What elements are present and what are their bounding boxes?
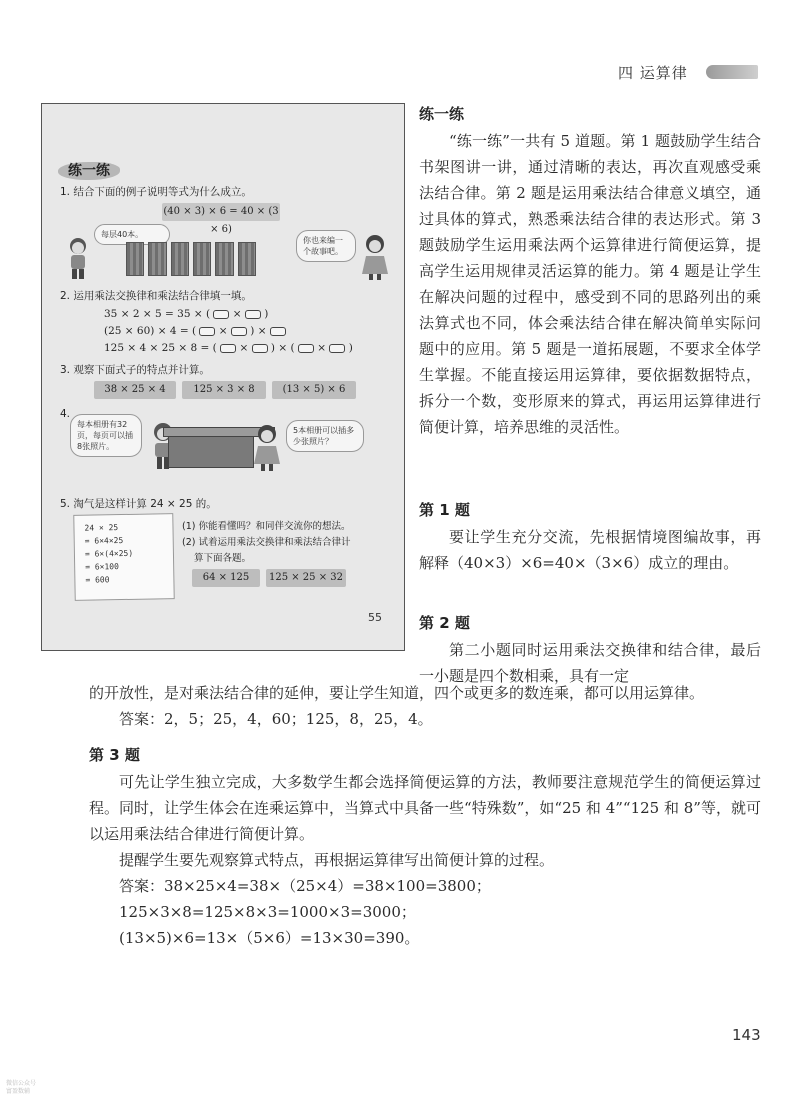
chapter-header: [0, 62, 800, 84]
inset-heading: 练一练: [58, 160, 158, 180]
question-3-title: 第 3 题: [89, 746, 140, 764]
header-bar-decoration: [706, 65, 758, 79]
question-1-section: [419, 499, 761, 576]
question-2-title: 第 2 题: [419, 614, 470, 632]
q3-chip-1: 38 × 25 × 4: [94, 381, 176, 399]
q4-bubble-left: 每本相册有32页，每页可以插8张照片。: [70, 414, 142, 457]
inset-page-number: 55: [368, 611, 382, 624]
q5-sub-1: (1) 你能看懂吗？和同伴交流你的想法。: [182, 521, 351, 532]
q5-sub-2b: 算下面各题。: [194, 553, 252, 564]
full-width-section: [89, 680, 761, 951]
textbook-page-inset: [41, 103, 405, 651]
question-3-answer-3: (13×5)×6=13×（5×6）=13×30=390。: [119, 929, 420, 947]
q1-bubble-right: 你也来编一个故事吧。: [296, 230, 356, 262]
question-2-answer: 答案：2，5；25，4，60；125，8，25，4。: [119, 710, 433, 728]
q5-sub-2a: (2) 试着运用乘法交换律和乘法结合律计: [182, 537, 351, 548]
q5-chip-1: 64 × 125: [192, 569, 260, 587]
question-3-reminder: 提醒学生要先观察算式特点，再根据运算律写出简便计算的过程。: [119, 851, 555, 869]
q3-chip-3: (13 × 5) × 6: [272, 381, 356, 399]
watermark: 微信公众号 富盈数辅: [6, 1080, 37, 1095]
q1-bubble-left: 每层40本。: [94, 224, 170, 245]
question-5: 5. 淘气是这样计算 24 × 25 的。: [60, 498, 217, 510]
q2-line-1: 35 × 2 × 5 = 35 × ( × ): [104, 308, 269, 320]
question-1-title: 第 1 题: [419, 501, 470, 519]
q5-chip-2: 125 × 25 × 32: [266, 569, 346, 587]
question-2: 2. 运用乘法交换律和乘法结合律填一填。: [60, 290, 252, 302]
question-2-paragraph-end: 的开放性，是对乘法结合律的延伸，要让学生知道，四个或更多的数连乘，都可以用运算律。: [89, 684, 705, 702]
right-column: [419, 103, 761, 440]
girl-figure-icon: [360, 234, 390, 280]
question-2-section: [419, 612, 761, 689]
question-3-paragraph: 可先让学生独立完成，大多数学生都会选择简便运算的方法，教师要注意规范学生的简便运算过程。同时，让学生体会在连乘运算中，当算式中具备一些“特殊数”，如“25 和 4”“125 和 8”等，就可以运用乘法结合律进行简便计算。: [89, 773, 761, 843]
bookshelf-illustration: [126, 242, 256, 276]
page-number: 143: [732, 1026, 761, 1044]
desk-with-albums: [168, 434, 254, 468]
q1-formula: (40 × 3) × 6 = 40 × (3 × 6): [162, 203, 280, 221]
q5-handwritten-work: 24 × 25 = 6×4×25 = 6×(4×25) = 6×100 = 600: [73, 513, 174, 601]
question-2-paragraph-start: 第二小题同时运用乘法交换律和结合律，最后一小题是四个数相乘，具有一定: [419, 641, 761, 685]
question-3-answer-2: 125×3×8=125×8×3=1000×3=3000；: [119, 903, 416, 921]
boy-figure-icon: [64, 236, 92, 280]
q4-bubble-right: 5本相册可以插多少张照片？: [286, 420, 364, 452]
question-3: 3. 观察下面式子的特点并计算。: [60, 364, 210, 376]
q2-line-2: (25 × 60) × 4 = ( × ) ×: [104, 325, 286, 337]
section-title-practice: 练一练: [419, 105, 465, 123]
q3-chip-2: 125 × 3 × 8: [182, 381, 266, 399]
question-4: 4.: [60, 408, 71, 420]
q2-line-3: 125 × 4 × 25 × 8 = ( × ) × ( × ): [104, 342, 353, 354]
question-1-paragraph: 要让学生充分交流，先根据情境图编故事，再解释（40×3）×6=40×（3×6）成立的理由。: [419, 528, 761, 572]
practice-paragraph: “练一练”一共有 5 道题。第 1 题鼓励学生结合书架图讲一讲，通过清晰的表达，再次直观感受乘法结合律。第 2 题是运用乘法结合律意义填空，通过具体的算式，熟悉乘法结合律的表达形式。第 3 题鼓励学生运用乘法两个运算律进行简便运算，提高学生运用规律灵活运算的能力。第 4 题是让学生在解决问题的过程中，感受到不同的思路列出的乘法算式也不同，体会乘法结合律在解决简单实际问题中的应用。第 5 题是一道拓展题，不要求全体学生掌握。不能直接运用运算律，要依据数据特点，拆分一个数，变形原来的算式，再运用运算律进行简便计算，培养思维的灵活性。: [419, 132, 761, 436]
chapter-title: 四 运算律: [618, 64, 688, 82]
girl-figure-icon: [252, 424, 282, 472]
question-3-answer-1: 答案：38×25×4=38×（25×4）=38×100=3800；: [119, 877, 491, 895]
question-1: 1. 结合下面的例子说明等式为什么成立。: [60, 186, 252, 198]
